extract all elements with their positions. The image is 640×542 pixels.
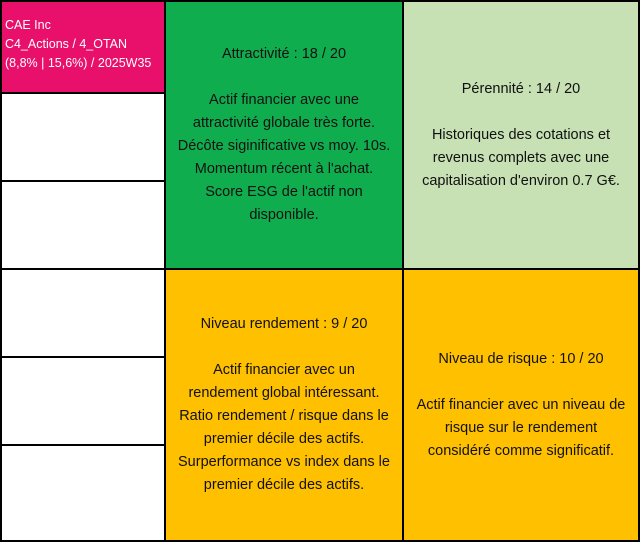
risque-score: Niveau de risque : 10 / 20	[438, 350, 604, 367]
rendement-description	[178, 359, 390, 497]
rendement-score: Niveau rendement : 9 / 20	[200, 316, 368, 332]
risque-quadrant[interactable]	[403, 269, 639, 541]
description-line: Momentum récent à l'achat.	[194, 161, 374, 177]
description-line: disponible.	[249, 207, 319, 223]
description-line: Score ESG de l'actif non	[205, 184, 363, 200]
rendement-quadrant[interactable]	[165, 269, 403, 541]
perennite-description	[422, 124, 620, 193]
description-line: premier décile des actifs.	[203, 477, 365, 493]
description-line: attractivité globale très forte.	[192, 115, 376, 131]
asset-title-cell[interactable]	[1, 1, 165, 93]
description-line: rendement global intéressant.	[188, 385, 380, 401]
attractivite-quadrant[interactable]	[165, 1, 403, 269]
description-line: considéré comme significatif.	[427, 442, 615, 459]
empty-cell[interactable]	[1, 445, 165, 541]
attractivite-score: Attractivité : 18 / 20	[221, 46, 347, 62]
empty-cell[interactable]	[1, 357, 165, 445]
description-line: capitalisation d'environ 0.7 G€.	[422, 172, 620, 189]
perennite-quadrant[interactable]	[403, 1, 639, 269]
description-line: Décôte siginificative vs moy. 10s.	[177, 138, 391, 154]
asset-metrics: (8,8% | 15,6%) / 2025W35	[5, 56, 152, 70]
description-line: Surperformance vs index dans le	[178, 454, 390, 470]
empty-cell[interactable]	[1, 93, 165, 181]
description-line: Ratio rendement / risque dans le	[179, 408, 389, 424]
description-line: premier décile des actifs.	[203, 431, 365, 447]
description-line: Historiques des cotations et	[431, 126, 611, 143]
description-line: Actif financier avec un	[213, 362, 355, 378]
description-line: Actif financier avec un niveau de	[416, 396, 626, 413]
asset-category: C4_Actions / 4_OTAN	[5, 37, 128, 51]
empty-cell[interactable]	[1, 181, 165, 269]
asset-name: CAE Inc	[5, 18, 51, 32]
empty-cell[interactable]	[1, 269, 165, 357]
risque-description	[417, 394, 626, 463]
attractivite-description	[178, 89, 390, 227]
perennite-score: Pérennité : 14 / 20	[461, 80, 581, 97]
description-line: risque sur le rendement	[444, 419, 598, 436]
description-line: revenus complets avec une	[432, 149, 610, 166]
description-line: Actif financier avec une	[209, 92, 359, 108]
